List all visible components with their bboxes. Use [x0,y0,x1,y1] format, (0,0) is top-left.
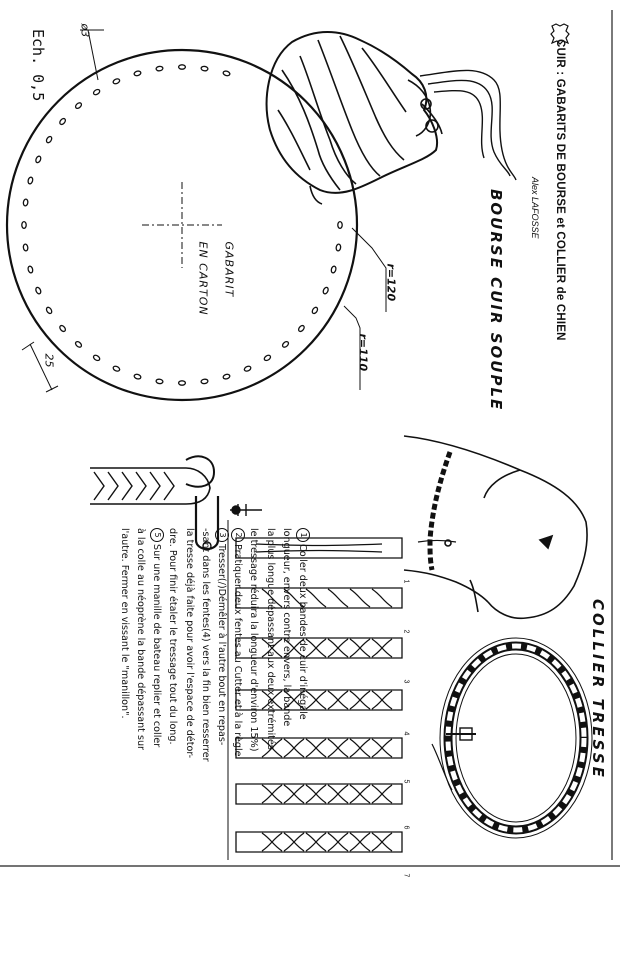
braid-step-number: 1 [402,579,410,584]
radius-outer-label: r=120 [384,263,398,302]
instruction-line [197,528,213,968]
purse-heading: BOURSE CUIR SOUPLE [487,189,505,412]
template-label-carton: EN CARTON [196,241,210,316]
lacing-hole [281,341,289,349]
instruction-text: dre. Pour finir étaler le tressage tout du long. [167,528,179,745]
hole-spacing-label: 25 [42,353,56,368]
braid-step-number: 6 [402,825,410,830]
lacing-hole [223,374,231,380]
lacing-hole [93,354,101,361]
braid-step-number: 4 [402,731,410,736]
step-number-badge: 5 [150,528,164,542]
sheet-title: CUIR : GABARITS DE BOURSE et COLLIER de CHIEN [554,39,566,341]
template-label-gabarit: GABARIT [222,241,236,298]
step-number-badge: 1 [296,528,310,542]
instruction-line [148,528,164,968]
lacing-hole [201,66,208,71]
instruction-text: longueur, envers contre envers, la bande [280,528,292,727]
lacing-hole [27,266,33,274]
step-number-badge: 3 [215,528,229,542]
lacing-hole [331,266,337,274]
collar-heading: COLLIER TRESSE [589,599,607,780]
lacing-hole [223,70,231,76]
lacing-hole [74,341,82,349]
lacing-hole [179,381,186,385]
braid-step-number: 3 [402,679,410,684]
lacing-hole [59,324,67,332]
lacing-hole [201,379,208,384]
instruction-line [245,528,261,968]
lacing-hole [45,306,52,314]
lacing-hole [74,102,82,110]
lacing-hole [134,374,142,380]
lacing-hole [59,117,67,125]
lacing-hole [27,177,33,185]
lacing-hole [244,365,252,372]
instruction-line [294,528,310,968]
instruction-text: la plus longue dépassant aux deux extrémités [264,528,276,750]
radius-inner-label: r=110 [356,333,370,372]
braided-collar-illustration [432,638,592,838]
step-number-badge: 2 [231,528,245,542]
instruction-line [213,528,229,968]
instruction-text: à la colle au néoprène la bande dépassant sur [134,528,146,751]
instruction-line [164,528,180,968]
instruction-line [229,528,245,968]
lacing-hole [45,136,52,144]
lacing-hole [298,324,306,332]
lacing-hole [336,244,341,251]
lacing-hole [263,354,271,361]
hole-diameter-label: ø3 [78,23,92,38]
lacing-hole [23,199,28,206]
lacing-hole [338,222,342,229]
lacing-hole [156,66,163,71]
instruction-line [180,528,196,968]
lacing-hole [35,155,42,163]
instruction-line [261,528,277,968]
lacing-hole [93,88,101,95]
lacing-hole [35,287,42,295]
lacing-hole [179,65,186,69]
instruction-line [278,528,294,968]
lacing-hole [322,287,329,295]
lacing-hole [23,244,28,251]
lacing-hole [156,379,163,384]
instruction-text: Coller deux bandes de cuir d'inégale [297,544,308,720]
lacing-hole [22,222,26,229]
lacing-hole [311,306,318,314]
instruction-text: Pratiquer deux fentes au Cutter et à la règle [232,544,244,757]
braid-step-number: 2 [402,629,410,634]
braid-step-number: 7 [402,873,410,878]
dog-neck-illustration [404,436,587,618]
purse-illustration [267,32,516,204]
lacing-hole [134,70,142,76]
author-credit: Alex LAFOSSE [530,177,540,239]
instruction-text: l'autre. Fermer en vissant le "manillon". [118,528,130,719]
lacing-hole [112,78,120,85]
instruction-text: -sant dans les fentes(4) vers la fin bien resserrer [199,528,211,762]
instruction-text: Tresser(/)Démêler à l'autre bout en repas- [215,544,227,746]
instruction-text: le tressage réduira la longueur d'environ 15%) [248,528,260,752]
scale-label: Ech. 0,5 [29,29,47,102]
instruction-text: la tresse déjà faite pour avoir l'espace de détor- [183,528,195,759]
purse-template [7,30,386,400]
instructions-block [110,528,310,968]
lacing-hole [112,365,120,372]
instruction-line [116,528,132,968]
braid-step-number: 5 [402,779,410,784]
instruction-text: Sur une manille de bateau replier et coller [151,544,163,748]
instruction-line [132,528,148,968]
